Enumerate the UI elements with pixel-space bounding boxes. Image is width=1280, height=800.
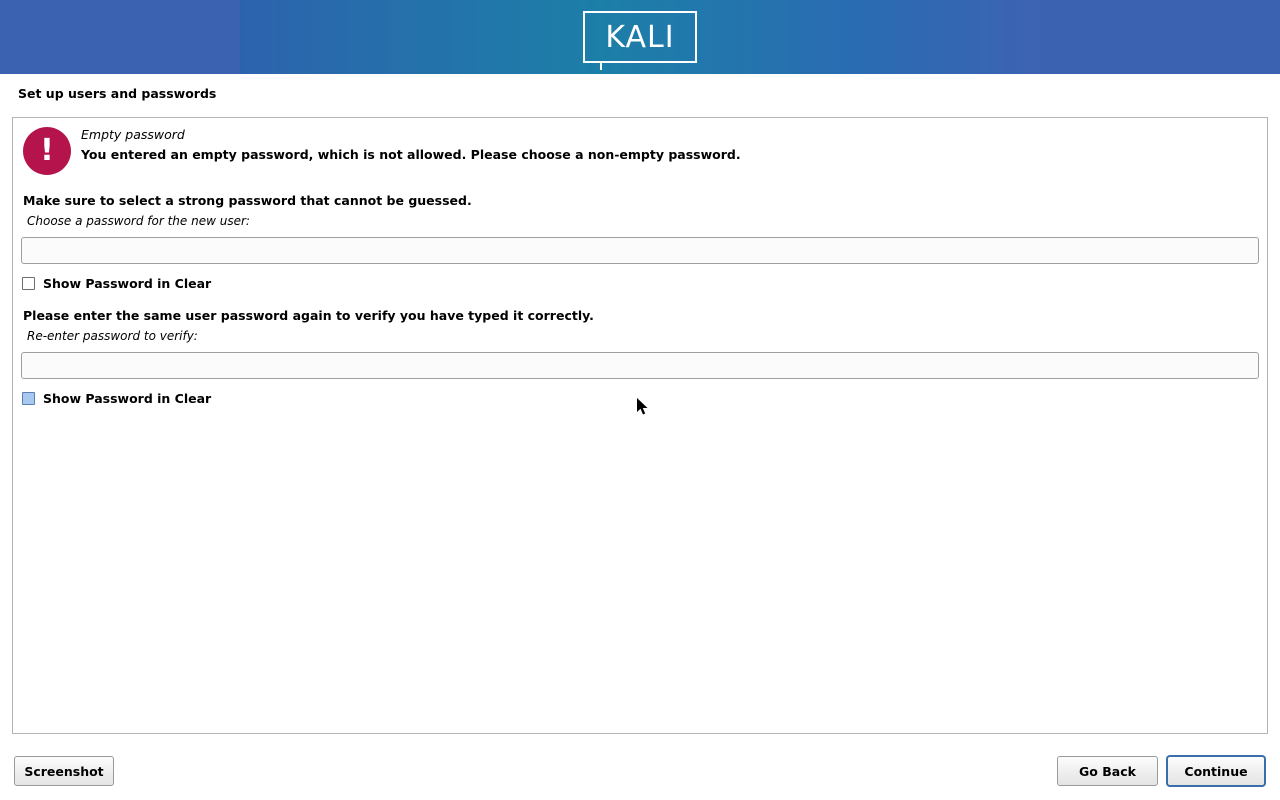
verify-field-label: Re-enter password to verify: [27, 329, 198, 343]
verify-password-input[interactable] [21, 352, 1259, 379]
go-back-button[interactable]: Go Back [1057, 756, 1158, 786]
kali-logo-tail [600, 61, 602, 70]
error-message: You entered an empty password, which is not allowed. Please choose a non-empty password. [81, 147, 741, 162]
show-password-1-row[interactable] [22, 275, 211, 291]
password-input[interactable] [21, 237, 1259, 264]
exclamation-icon [23, 127, 71, 175]
exclamation-glyph: ! [40, 133, 54, 168]
show-password-2-checkbox[interactable] [22, 392, 35, 405]
show-password-2-label: Show Password in Clear [43, 390, 212, 406]
show-password-1-label: Show Password in Clear [43, 275, 212, 291]
continue-button[interactable]: Continue [1166, 755, 1266, 787]
show-password-2-row[interactable] [22, 390, 211, 406]
show-password-1-checkbox[interactable] [22, 277, 35, 290]
password-field-label: Choose a password for the new user: [27, 214, 250, 228]
error-title: Empty password [81, 127, 185, 142]
page-title: Set up users and passwords [18, 86, 217, 101]
verify-password-note: Please enter the same user password again to verify you have typed it correctly. [23, 308, 594, 323]
kali-logo-text: KALI [605, 19, 675, 55]
content-frame [12, 117, 1268, 734]
kali-logo [583, 11, 697, 63]
strong-password-note: Make sure to select a strong password that cannot be guessed. [23, 193, 472, 208]
kali-banner [0, 0, 1280, 74]
screenshot-button[interactable]: Screenshot [14, 756, 114, 786]
